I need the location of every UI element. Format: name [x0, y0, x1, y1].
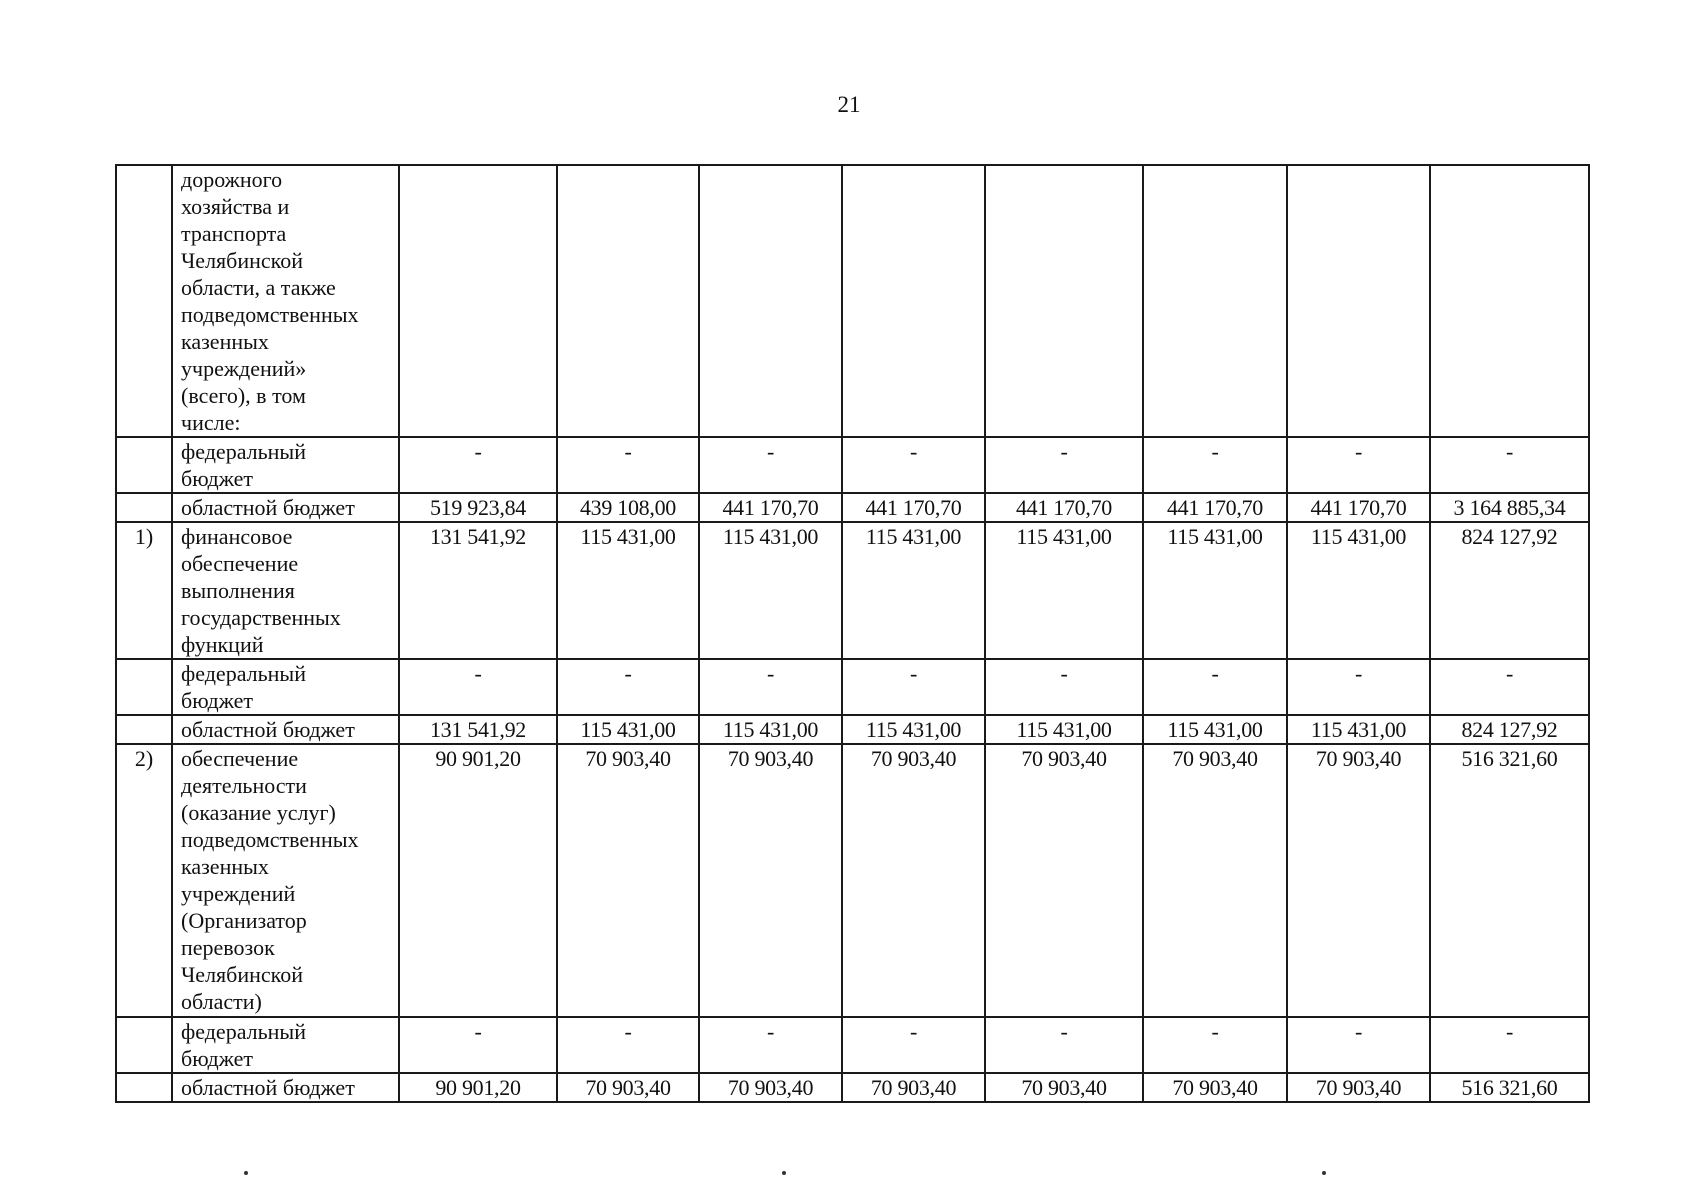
table-row: [116, 165, 1589, 437]
row-name-text: федеральный бюджет: [181, 1019, 306, 1071]
total-value-cell: [1430, 165, 1589, 437]
value-cell: 70 903,40: [699, 744, 842, 1017]
value-cell: -: [985, 659, 1143, 715]
value-cell: 519 923,84: [399, 493, 557, 522]
value-cell: -: [985, 1017, 1143, 1073]
table-row: [116, 744, 1589, 1017]
table-row: [116, 437, 1589, 493]
value-cell: 70 903,40: [1143, 1073, 1287, 1102]
scan-artifact-dot: [1322, 1171, 1326, 1175]
value-cell: [1143, 165, 1287, 437]
row-number-cell: [116, 437, 172, 493]
value-cell: [985, 165, 1143, 437]
row-name-cell: [172, 165, 399, 437]
value-cell: -: [1287, 659, 1430, 715]
value-cell: 441 170,70: [985, 493, 1143, 522]
value-cell: 115 431,00: [985, 522, 1143, 659]
value-cell: -: [699, 659, 842, 715]
value-cell: 441 170,70: [699, 493, 842, 522]
total-value-cell: 824 127,92: [1430, 522, 1589, 659]
value-cell: 70 903,40: [699, 1073, 842, 1102]
value-cell: 70 903,40: [985, 1073, 1143, 1102]
table-row: [116, 522, 1589, 659]
table-row: [116, 659, 1589, 715]
value-cell: -: [399, 659, 557, 715]
value-cell: -: [985, 437, 1143, 493]
value-cell: -: [557, 1017, 699, 1073]
value-cell: 441 170,70: [842, 493, 985, 522]
value-cell: 115 431,00: [1287, 715, 1430, 744]
row-name-cell: [172, 659, 399, 715]
scan-artifact-dot: [244, 1171, 248, 1175]
row-name-cell: [172, 744, 399, 1017]
value-cell: 70 903,40: [557, 1073, 699, 1102]
value-cell: [557, 165, 699, 437]
row-name-text: областной бюджет: [181, 1075, 355, 1100]
value-cell: -: [399, 1017, 557, 1073]
value-cell: 115 431,00: [1287, 522, 1430, 659]
value-cell: 115 431,00: [1143, 715, 1287, 744]
value-cell: 115 431,00: [557, 522, 699, 659]
total-value-cell: 3 164 885,34: [1430, 493, 1589, 522]
row-name-text: обеспечение деятельности (оказание услуг) подведомственных казенных учреждений (Организатор перевозок Челябинской области): [181, 746, 359, 1014]
value-cell: 441 170,70: [1143, 493, 1287, 522]
value-cell: -: [1143, 437, 1287, 493]
value-cell: 70 903,40: [1287, 1073, 1430, 1102]
scan-artifact-dot: [782, 1171, 786, 1175]
value-cell: 70 903,40: [842, 1073, 985, 1102]
value-cell: -: [699, 1017, 842, 1073]
value-cell: -: [842, 437, 985, 493]
total-value-cell: 824 127,92: [1430, 715, 1589, 744]
value-cell: -: [1287, 1017, 1430, 1073]
value-cell: 441 170,70: [1287, 493, 1430, 522]
row-number-cell: [116, 1017, 172, 1073]
table-row: [116, 1073, 1589, 1102]
value-cell: -: [842, 1017, 985, 1073]
row-name-text: федеральный бюджет: [181, 439, 306, 491]
value-cell: [1287, 165, 1430, 437]
value-cell: 70 903,40: [557, 744, 699, 1017]
value-cell: 70 903,40: [985, 744, 1143, 1017]
row-name-text: финансовое обеспечение выполнения государственных функций: [181, 524, 341, 657]
value-cell: 115 431,00: [699, 522, 842, 659]
value-cell: 131 541,92: [399, 522, 557, 659]
total-value-cell: 516 321,60: [1430, 744, 1589, 1017]
row-number-cell: 2): [116, 744, 172, 1017]
row-number-cell: [116, 1073, 172, 1102]
row-name-cell: [172, 437, 399, 493]
row-number-cell: [116, 659, 172, 715]
value-cell: -: [1143, 659, 1287, 715]
value-cell: -: [699, 437, 842, 493]
row-number-cell: [116, 493, 172, 522]
budget-table: [115, 164, 1590, 1103]
value-cell: [699, 165, 842, 437]
table-row: [116, 493, 1589, 522]
row-name-text: дорожного хозяйства и транспорта Челябинской области, а также подведомственных казенных учреждений» (всего), в том числе:: [181, 167, 359, 435]
value-cell: -: [842, 659, 985, 715]
value-cell: 70 903,40: [842, 744, 985, 1017]
value-cell: 115 431,00: [842, 522, 985, 659]
row-number-cell: 1): [116, 522, 172, 659]
value-cell: 115 431,00: [557, 715, 699, 744]
table-body: [116, 165, 1589, 1102]
total-value-cell: -: [1430, 1017, 1589, 1073]
row-name-cell: [172, 1017, 399, 1073]
value-cell: 70 903,40: [1143, 744, 1287, 1017]
value-cell: [842, 165, 985, 437]
value-cell: 90 901,20: [399, 1073, 557, 1102]
total-value-cell: -: [1430, 437, 1589, 493]
value-cell: 115 431,00: [699, 715, 842, 744]
table-row: [116, 715, 1589, 744]
row-name-text: областной бюджет: [181, 495, 355, 520]
row-number-cell: [116, 165, 172, 437]
value-cell: 131 541,92: [399, 715, 557, 744]
row-name-cell: [172, 493, 399, 522]
value-cell: -: [399, 437, 557, 493]
value-cell: -: [1143, 1017, 1287, 1073]
value-cell: -: [1287, 437, 1430, 493]
value-cell: 70 903,40: [1287, 744, 1430, 1017]
value-cell: 115 431,00: [842, 715, 985, 744]
value-cell: -: [557, 437, 699, 493]
page-number: 21: [837, 92, 861, 117]
row-name-cell: [172, 522, 399, 659]
value-cell: 439 108,00: [557, 493, 699, 522]
row-number-cell: [116, 715, 172, 744]
value-cell: [399, 165, 557, 437]
total-value-cell: -: [1430, 659, 1589, 715]
value-cell: 115 431,00: [985, 715, 1143, 744]
value-cell: 90 901,20: [399, 744, 557, 1017]
row-name-cell: [172, 715, 399, 744]
table-row: [116, 1017, 1589, 1073]
row-name-text: федеральный бюджет: [181, 661, 306, 713]
total-value-cell: 516 321,60: [1430, 1073, 1589, 1102]
value-cell: 115 431,00: [1143, 522, 1287, 659]
row-name-cell: [172, 1073, 399, 1102]
row-name-text: областной бюджет: [181, 717, 355, 742]
value-cell: -: [557, 659, 699, 715]
